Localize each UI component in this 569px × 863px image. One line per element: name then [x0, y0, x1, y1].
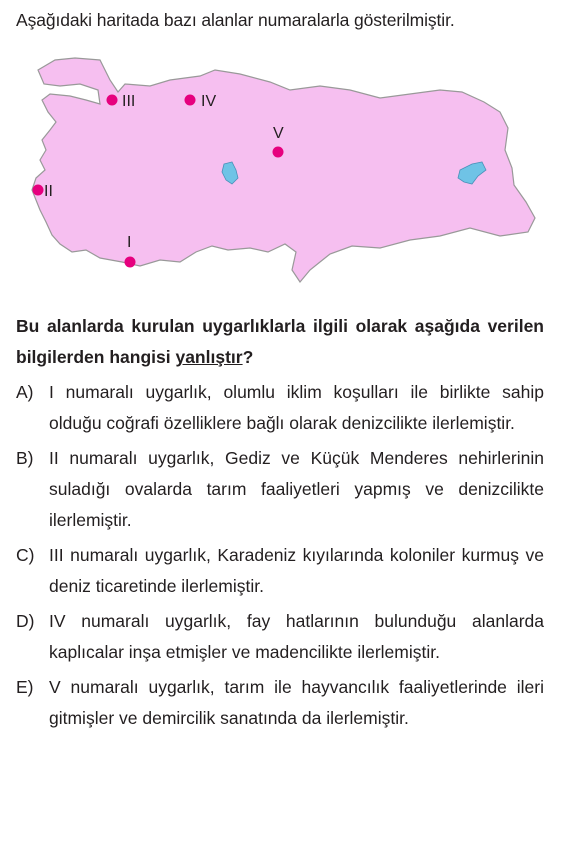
marker-IV	[185, 95, 196, 106]
option-a[interactable]	[16, 377, 544, 439]
question-text: Bu alanlarda kurulan uygarlıklarla ilgili olarak aşağıda verilen bilgilerden hangisi	[16, 316, 544, 367]
options-list	[16, 377, 544, 738]
label-V: V	[273, 125, 284, 142]
option-letter: D)	[16, 611, 35, 631]
option-e[interactable]	[16, 672, 544, 734]
intro-text: Aşağıdaki haritada bazı alanlar numaralarla gösterilmiştir.	[16, 10, 455, 30]
option-text: III numaralı uygarlık, Karadeniz kıyılarında koloniler kurmuş ve deniz ticaretinde ilerlemiştir.	[49, 545, 544, 596]
marker-V	[273, 147, 284, 158]
option-letter: B)	[16, 448, 34, 468]
option-text: V numaralı uygarlık, tarım ile hayvancılık faaliyetlerinde ileri gitmişler ve demircilik sanatında da ilerlemiştir.	[49, 677, 544, 728]
marker-III	[107, 95, 118, 106]
marker-I	[125, 257, 136, 268]
option-b[interactable]	[16, 443, 544, 536]
map-landmass	[32, 58, 535, 282]
label-IV: IV	[201, 93, 217, 110]
turkey-map	[0, 0, 569, 300]
label-III: III	[122, 93, 136, 110]
question-emphasis: yanlıştır	[175, 347, 243, 367]
question-end: ?	[242, 347, 254, 367]
option-text: IV numaralı uygarlık, fay hatlarının bulunduğu alanlarda kaplıcalar inşa etmişler ve madencilikte ilerlemiştir.	[49, 611, 544, 662]
option-text: II numaralı uygarlık, Gediz ve Küçük Menderes nehirlerinin suladığı ovalarda tarım faaliyetleri yapmış ve denizcilikte ilerlemiştir.	[49, 448, 544, 530]
option-d[interactable]	[16, 606, 544, 668]
option-letter: E)	[16, 677, 34, 697]
option-text: I numaralı uygarlık, olumlu iklim koşulları ile birlikte sahip olduğu coğrafi özelliklere bağlı olarak denizcilikte ilerlemiştir.	[49, 382, 544, 433]
label-II: II	[44, 183, 53, 200]
marker-II	[33, 185, 44, 196]
option-c[interactable]	[16, 540, 544, 602]
option-letter: A)	[16, 382, 34, 402]
option-letter: C)	[16, 545, 35, 565]
label-I: I	[127, 234, 132, 251]
question	[16, 311, 544, 373]
